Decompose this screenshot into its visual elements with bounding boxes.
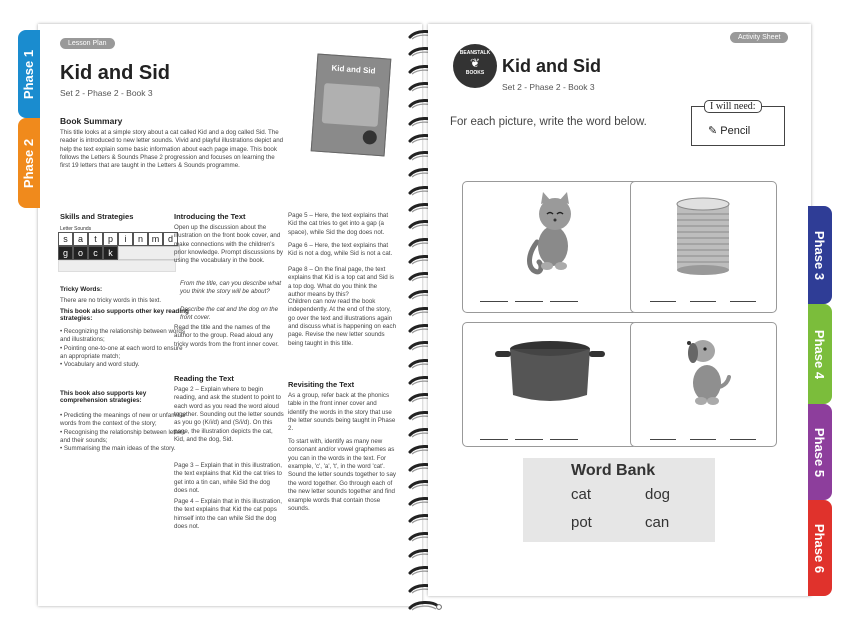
letter-cell: c — [88, 246, 103, 260]
word-bank-word: dog — [645, 486, 671, 503]
cat-illustration — [519, 192, 579, 278]
revisiting-text-1: As a group, refer back at the phonics table in the front inner cover and identify the words in the story that use the letter sounds being taught in Phase 2. — [288, 392, 396, 433]
page8-text: Page 8 – On the final page, the text explains that Kid is a top cat and Sid is a top dog. What do you think the author means by this? — [288, 266, 394, 299]
pencil-icon: ✎ — [708, 125, 718, 137]
book-summary-text: This title looks at a simple story about a cat called Kid and a dog called Sid. The reader is introduced to new letter sounds. Vivid and playful illustrations depict and help the text explain some basic information about each page image. This book follows the Letters & Sounds Phase 2 progression and focuses on learning the first 19 letters that are taught in the Letters & Sounds programme. — [60, 129, 284, 170]
materials-label: I will need: — [704, 100, 762, 113]
word-bank-word: can — [645, 514, 670, 531]
letter-cell: k — [103, 246, 118, 260]
letter-cell: n — [133, 232, 148, 246]
intro-prompt-1: From the title, can you describe what you think the story will be about? — [180, 280, 282, 296]
page6-text: Page 6 – Here, the text explains that Kid is not a dog, while Sid is not a cat. — [288, 242, 393, 258]
letter-cell: o — [73, 246, 88, 260]
skills-heading: Skills and Strategies — [60, 212, 134, 221]
list-item: • Summarising the main ideas of the story. — [60, 445, 176, 453]
word-bank-word: pot — [571, 514, 592, 531]
list-item: • Vocabulary and word study. — [60, 361, 140, 369]
reading-text-1: Page 2 – Explain where to begin reading, and ask the student to point to each word as you read the word aloud together. Sounding out the letter sounds as you go (K/i/d) and (S/i/d). On this page, the illustration depicts the cat, Kid, and the dog, Sid. — [174, 386, 284, 444]
revisiting-heading: Revisiting the Text — [288, 380, 355, 389]
answer-line[interactable] — [480, 301, 508, 302]
spiral-coil — [406, 599, 442, 613]
tab-label: Phase 4 — [812, 329, 828, 379]
letter-cell: g — [58, 246, 73, 260]
picture-card-cat — [462, 181, 638, 313]
tab-phase-2[interactable] — [18, 118, 40, 208]
letter-cell: p — [103, 232, 118, 246]
can-illustration — [673, 196, 733, 276]
book-summary-heading: Book Summary — [60, 116, 123, 126]
answer-line[interactable] — [650, 439, 676, 440]
reading-text-2: Page 3 – Explain that in this illustration, the text explains that Kid the cat tries to get into a tin can, while Sid the dog does not. — [174, 462, 283, 495]
logo-top-text: BEANSTALK — [459, 50, 491, 56]
answer-line[interactable] — [650, 301, 676, 302]
introducing-heading: Introducing the Text — [174, 212, 246, 221]
reading-strategies-list — [60, 328, 190, 370]
activity-sheet-badge: Activity Sheet — [730, 32, 788, 43]
activity-subtitle: Set 2 - Phase 2 - Book 3 — [502, 82, 595, 92]
intro-prompt-2: Describe the cat and the dog on the front cover. — [180, 306, 279, 322]
list-item: • Recognizing the relationship between words and illustrations; — [60, 328, 185, 344]
activity-title: Kid and Sid — [502, 56, 601, 76]
answer-line[interactable] — [690, 439, 716, 440]
introducing-text-2: Read the title and the names of the author to the group. Read aloud any tricky words from the front inner cover. — [174, 324, 279, 348]
tab-label: Phase 6 — [812, 523, 828, 573]
answer-line[interactable] — [550, 439, 578, 440]
picture-card-pot — [462, 322, 638, 447]
list-item: • Recognising the relationship between letters and their sounds; — [60, 428, 186, 445]
picture-card-dog — [630, 322, 777, 447]
word-bank-word: cat — [571, 486, 592, 503]
letter-cell: t — [88, 232, 103, 246]
materials-item: Pencil — [720, 125, 751, 137]
logo-bottom-text: BOOKS — [465, 70, 485, 76]
tab-phase-6[interactable] — [808, 500, 832, 596]
word-bank — [523, 458, 715, 542]
answer-line[interactable] — [515, 301, 543, 302]
dog-illustration — [681, 331, 731, 407]
lesson-title: Kid and Sid — [60, 62, 170, 84]
lesson-subtitle: Set 2 - Phase 2 - Book 3 — [60, 88, 153, 98]
answer-line[interactable] — [730, 301, 756, 302]
answer-line[interactable] — [515, 439, 543, 440]
pot-illustration — [495, 337, 605, 407]
letter-cell: a — [73, 232, 88, 246]
tab-phase-1[interactable] — [18, 30, 40, 118]
book-cover-image — [311, 54, 392, 157]
answer-line[interactable] — [480, 439, 508, 440]
letter-cell: i — [118, 232, 133, 246]
lesson-plan-page — [38, 24, 422, 606]
list-item: • Pointing one-to-one at each word to ensure an appropriate match; — [60, 344, 183, 361]
reading-text-3: Page 4 – Explain that in this illustration, the text explains that Kid the cat pops himself into the can while Sid the dog does not. — [174, 498, 283, 531]
reading-strategies-heading: This book also supports other key reading strategies: — [60, 308, 189, 322]
answer-line[interactable] — [690, 301, 716, 302]
tab-phase-5[interactable] — [808, 404, 832, 500]
word-bank-title: Word Bank — [571, 462, 656, 479]
book-cover-title: Kid and Sid — [331, 63, 376, 76]
letter-cell: s — [58, 232, 73, 246]
page5-text: Page 5 – Here, the text explains that Kid the cat tries to get into a gap (a space), while Sid the dog does not. — [288, 212, 389, 236]
tab-label: Phase 5 — [812, 427, 828, 477]
letter-cell: m — [148, 232, 163, 246]
independent-reading-text: Children can now read the book independently. At the end of the story, go over the text and illustrations again and discuss what is happening on each page. Revise the new letter sounds being taught in this title. — [288, 298, 397, 347]
letter-sounds-grid — [58, 232, 180, 272]
answer-line[interactable] — [550, 301, 578, 302]
tricky-words-text: There are no tricky words in this text. — [60, 297, 162, 304]
reading-text-heading: Reading the Text — [174, 374, 234, 383]
tab-phase-3[interactable] — [808, 206, 832, 304]
comprehension-list — [60, 412, 190, 454]
tab-label: Phase 2 — [21, 138, 37, 188]
tab-phase-4[interactable] — [808, 304, 832, 404]
sprout-icon: ❦ — [469, 56, 481, 70]
letter-sounds-label: Letter Sounds — [60, 226, 92, 232]
tab-label: Phase 1 — [21, 49, 37, 99]
revisiting-text-2: To start with, identify as many new consonant and/or vowel graphemes as you can in the words in the text. For example, 'c', 'a', 't', in the word 'cat'. Sound the letter sounds together to say the word together. Go through each of the new letter sounds together and find example words that contain those sounds. — [288, 438, 397, 512]
picture-card-can — [630, 181, 777, 313]
comprehension-heading: This book also supports key comprehension strategies: — [60, 390, 147, 404]
lesson-plan-badge: Lesson Plan — [60, 38, 115, 49]
introducing-text: Open up the discussion about the illustration on the front book cover, and make connections with the children's prior knowledge. Prompt discussions by using the vocabulary in the book. — [174, 224, 284, 265]
activity-instruction: For each picture, write the word below. — [450, 116, 647, 128]
answer-line[interactable] — [730, 439, 756, 440]
beanstalk-logo — [453, 44, 497, 88]
tab-label: Phase 3 — [812, 230, 828, 280]
letter-cell: d — [163, 232, 178, 246]
tricky-words-heading: Tricky Words: — [60, 286, 103, 293]
materials-box — [691, 101, 785, 146]
list-item: • Predicting the meanings of new or unfamiliar words from the context of the story; — [60, 412, 186, 428]
